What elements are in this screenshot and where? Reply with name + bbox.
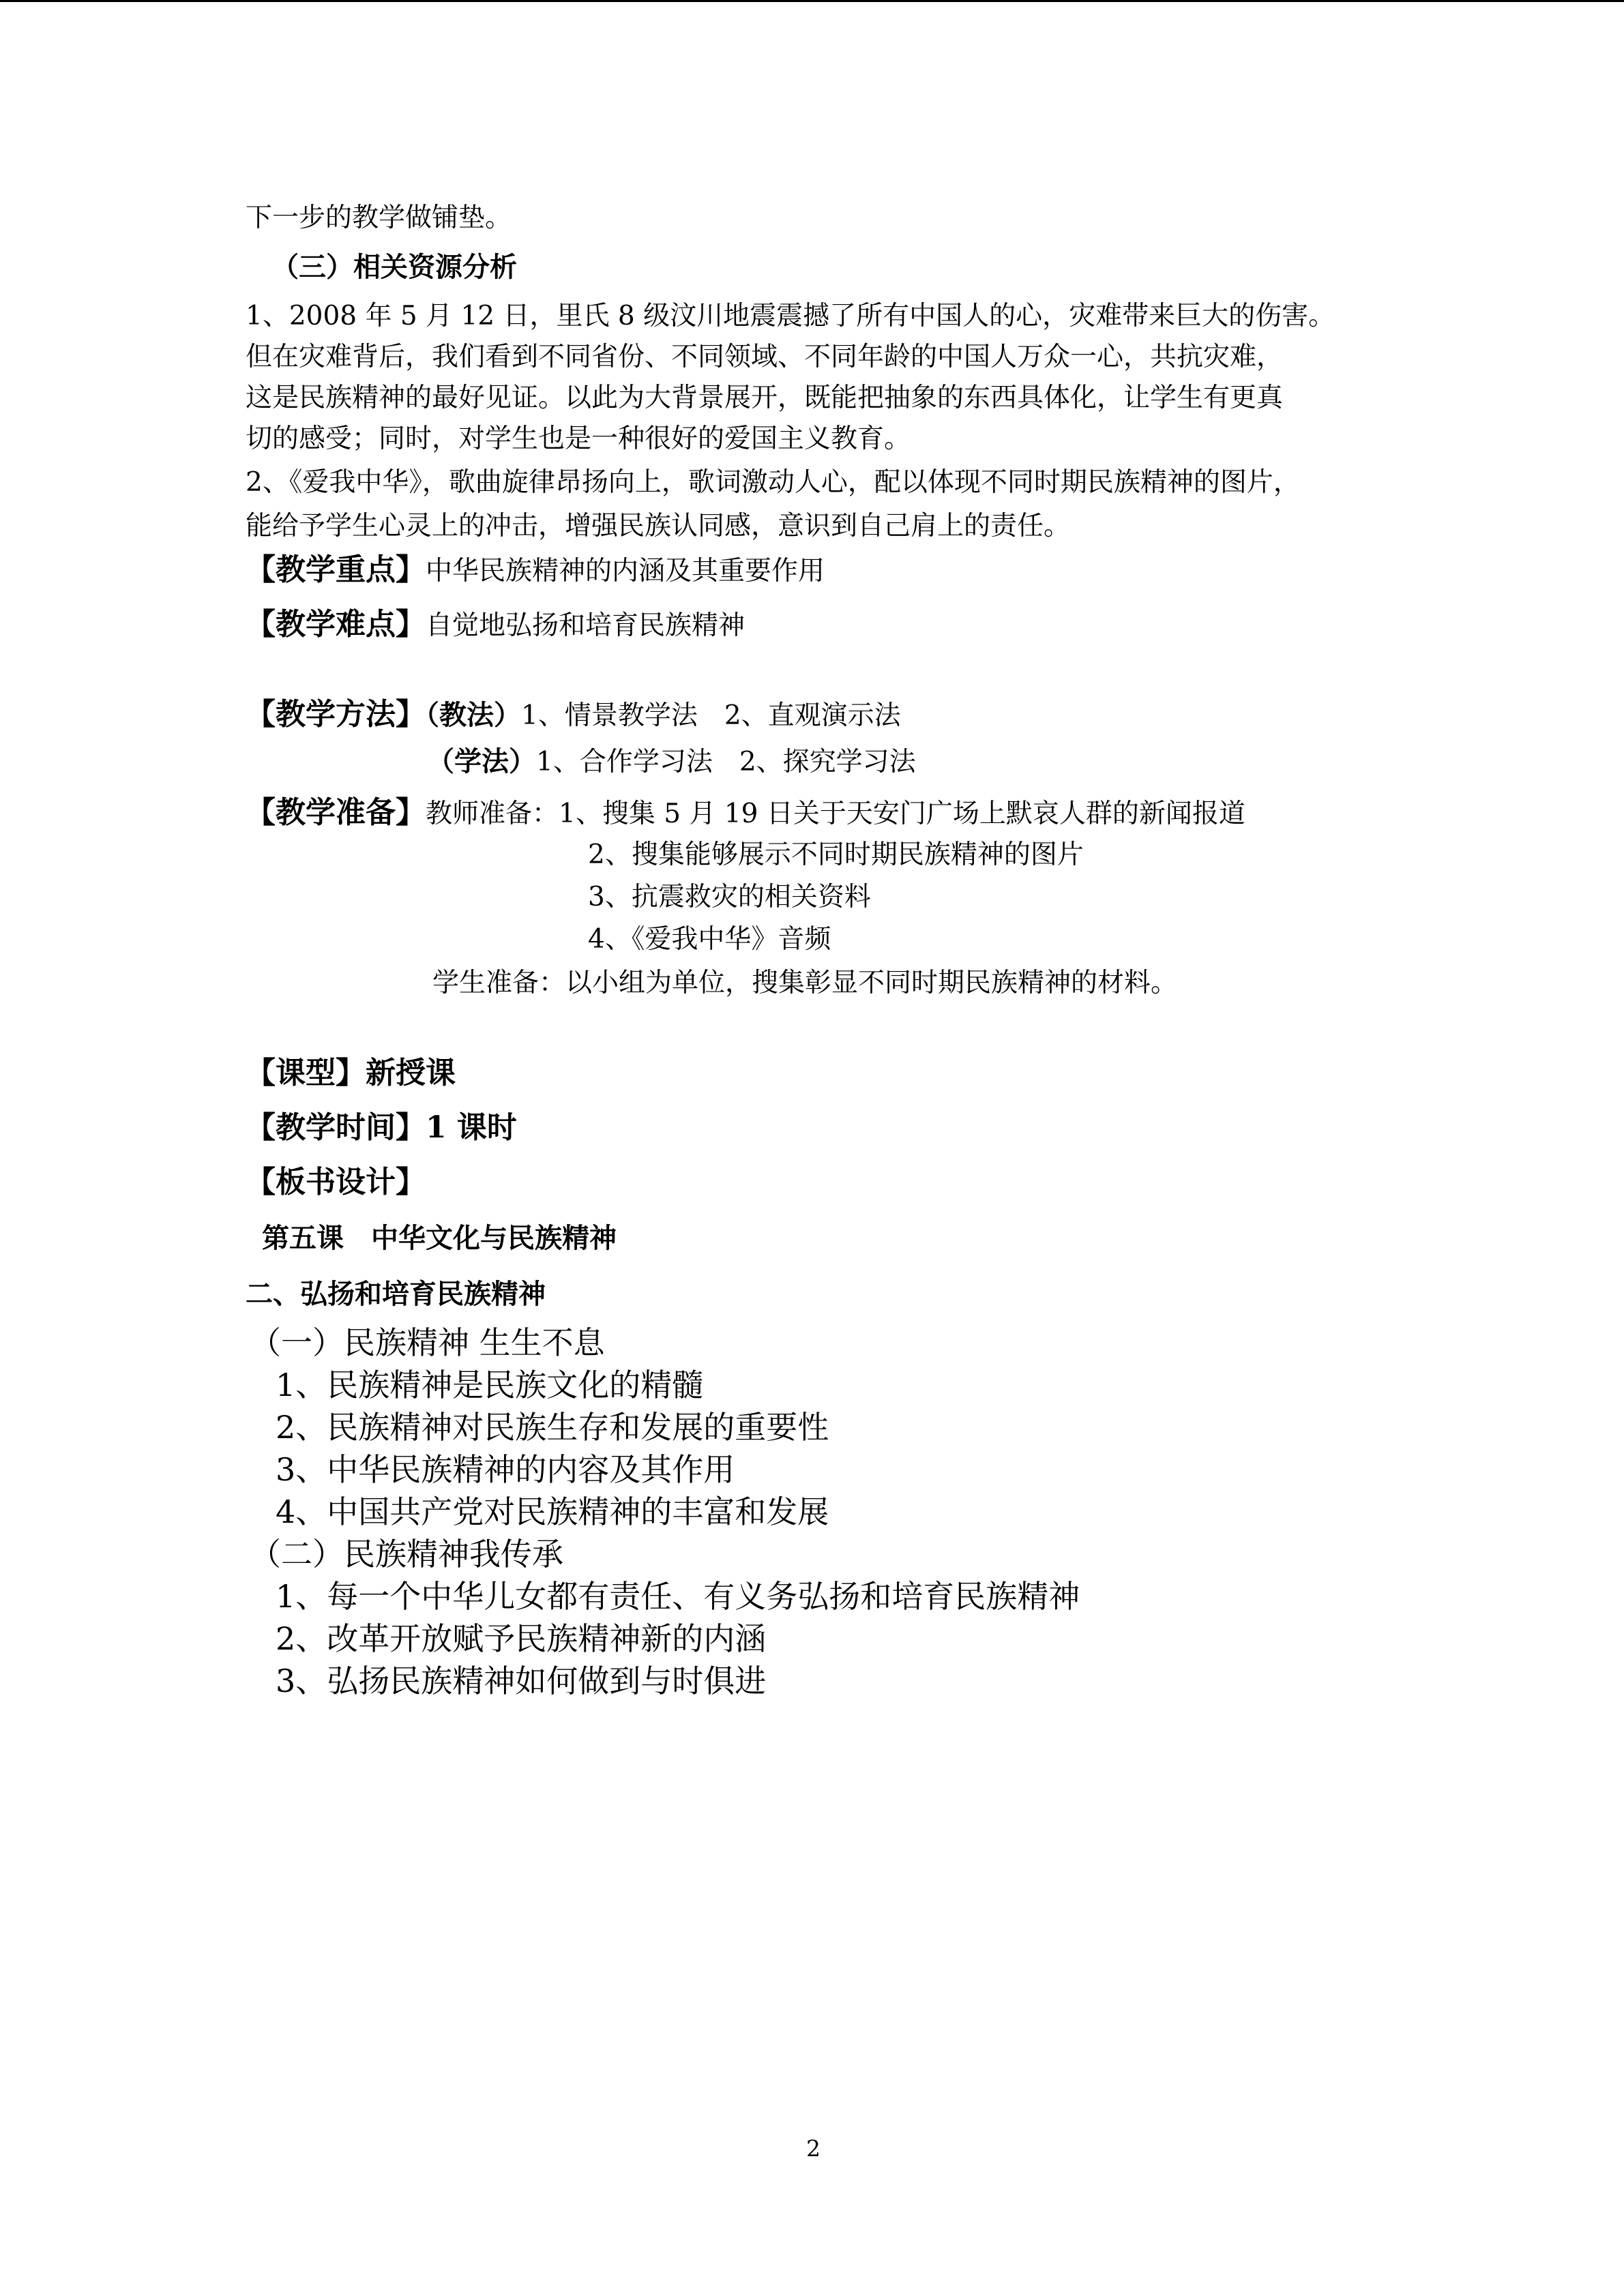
top-border-line	[0, 0, 1624, 2]
teacher-preparation-item-1: 教师准备：1、搜集 5 月 19 日关于天安门广场上默哀人群的新闻报道	[426, 799, 1245, 829]
board-lesson-title: 第五课 中华文化与民族精神	[262, 1222, 617, 1254]
teaching-difficulty-label: 【教学难点】	[246, 607, 426, 642]
learning-method	[427, 745, 916, 777]
student-preparation: 学生准备：以小组为单位，搜集彰显不同时期民族精神的材料。	[432, 968, 1178, 998]
board-subsection-2: （二）民族精神我传承	[250, 1536, 563, 1572]
teaching-difficulty-text: 自觉地弘扬和培育民族精神	[426, 610, 745, 641]
teaching-preparation	[246, 795, 1245, 830]
teaching-focus	[246, 552, 825, 587]
board-item: 1、民族精神是民族文化的精髓	[276, 1367, 704, 1403]
teacher-preparation-item-2: 2、搜集能够展示不同时期民族精神的图片	[588, 839, 1084, 870]
lesson-time: 【教学时间】1 课时	[246, 1110, 517, 1145]
board-subsection-1: （一）民族精神 生生不息	[250, 1324, 605, 1361]
learning-method-text: 1、合作学习法 2、探究学习法	[536, 747, 916, 777]
board-item: 3、弘扬民族精神如何做到与时俱进	[276, 1663, 767, 1699]
resource-1-line-1: 1、2008 年 5 月 12 日，里氏 8 级汶川地震震撼了所有中国人的心，灾难带来巨大的伤害。	[246, 301, 1335, 331]
board-item: 2、民族精神对民族生存和发展的重要性	[276, 1409, 829, 1446]
paragraph-continuation: 下一步的教学做铺垫。	[246, 203, 512, 233]
teaching-method-label: 【教学方法】	[246, 697, 426, 732]
board-item: 3、中华民族精神的内容及其作用	[276, 1451, 735, 1488]
teaching-method-teach-text: 1、情景教学法 2、直观演示法	[521, 700, 901, 731]
teacher-preparation-item-3: 3、抗震救灾的相关资料	[588, 882, 871, 912]
resource-2-line-1: 2、《爱我中华》，歌曲旋律昂扬向上，歌词激动人心，配以体现不同时期民族精神的图片，	[246, 467, 1300, 498]
teaching-method	[246, 697, 901, 732]
board-item: 4、中国共产党对民族精神的丰富和发展	[276, 1493, 829, 1530]
resource-2-line-2: 能给予学生心灵上的冲击，增强民族认同感，意识到自己肩上的责任。	[246, 511, 1071, 541]
resource-1-line-3: 这是民族精神的最好见证。以此为大背景展开，既能把抽象的东西具体化，让学生有更真	[246, 383, 1284, 413]
teaching-focus-text: 中华民族精神的内涵及其重要作用	[426, 556, 825, 586]
resource-1-line-2: 但在灾难背后，我们看到不同省份、不同领域、不同年龄的中国人万众一心，共抗灾难，	[246, 342, 1284, 372]
board-design-title: 【板书设计】	[246, 1165, 426, 1199]
teaching-preparation-label: 【教学准备】	[246, 795, 426, 830]
teaching-method-teach-label: （教法）	[426, 699, 521, 731]
page-number: 2	[806, 2135, 821, 2162]
board-section-title: 二、弘扬和培育民族精神	[246, 1278, 546, 1310]
resource-1-line-4: 切的感受；同时，对学生也是一种很好的爱国主义教育。	[246, 423, 911, 454]
teacher-preparation-item-4: 4、《爱我中华》音频	[588, 924, 831, 955]
teaching-difficulty	[246, 607, 745, 642]
section-title-resources: （三）相关资源分析	[271, 251, 517, 283]
board-item: 2、改革开放赋予民族精神新的内涵	[276, 1620, 767, 1657]
board-item: 1、每一个中华儿女都有责任、有义务弘扬和培育民族精神	[276, 1578, 1080, 1615]
learning-method-label: （学法）	[427, 745, 536, 777]
teaching-focus-label: 【教学重点】	[246, 552, 426, 587]
lesson-type: 【课型】新授课	[246, 1056, 456, 1090]
